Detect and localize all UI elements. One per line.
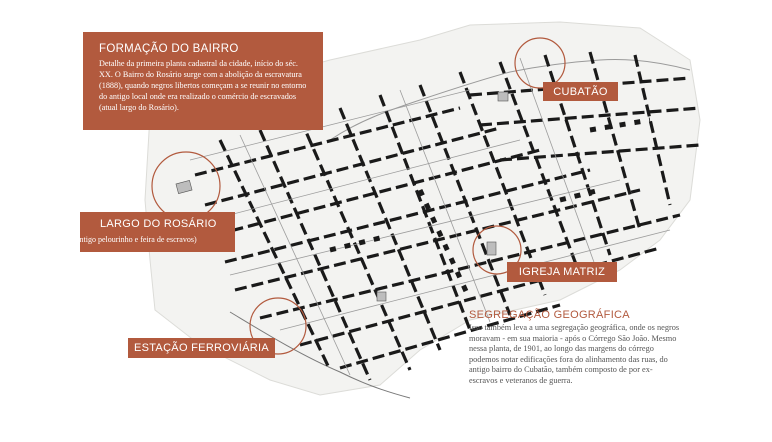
largo-rosario-subtitle: antigo pelourinho e feira de escravos) xyxy=(76,235,197,244)
formacao-do-bairro-box xyxy=(83,32,323,130)
segregacao-body: Isso também leva a uma segregação geográfica, onde os negros moravam - em sua maioria - após o Córrego São João. Mesmo nessa planta, de 1901, ao longo das margens do córrego podemos notar edificações fora do alinhamento das ruas, do antigo bairro do Cubatão, também composto de por ex-escravos e veteranos de guerra. xyxy=(469,323,680,385)
igreja-matriz-label xyxy=(507,262,617,282)
estacao-title: ESTAÇÃO FERROVIÁRIA xyxy=(133,342,270,354)
largo-rosario-title: LARGO DO ROSÁRIO xyxy=(100,218,217,230)
cubatao-label xyxy=(543,82,618,101)
igreja-matriz-title: IGREJA MATRIZ xyxy=(518,266,606,278)
largo-rosario-label xyxy=(76,212,235,252)
segregacao-title: SEGREGAÇÃO GEOGRÁFICA xyxy=(469,309,630,321)
estacao-ferroviaria-label xyxy=(128,338,275,358)
formacao-body: Detalhe da primeira planta cadastral da cidade, início do séc. XX. O Bairro do Rosário surge com a abolição da escravatura (1888), quando negros libertos começam a se reunir no entorno do antigo local onde era realizado o comércio de escravados (atual largo do Rosário). xyxy=(99,59,307,112)
formacao-title: FORMAÇÃO DO BAIRRO xyxy=(99,43,239,55)
cubatao-title: CUBATÃO xyxy=(553,86,608,98)
